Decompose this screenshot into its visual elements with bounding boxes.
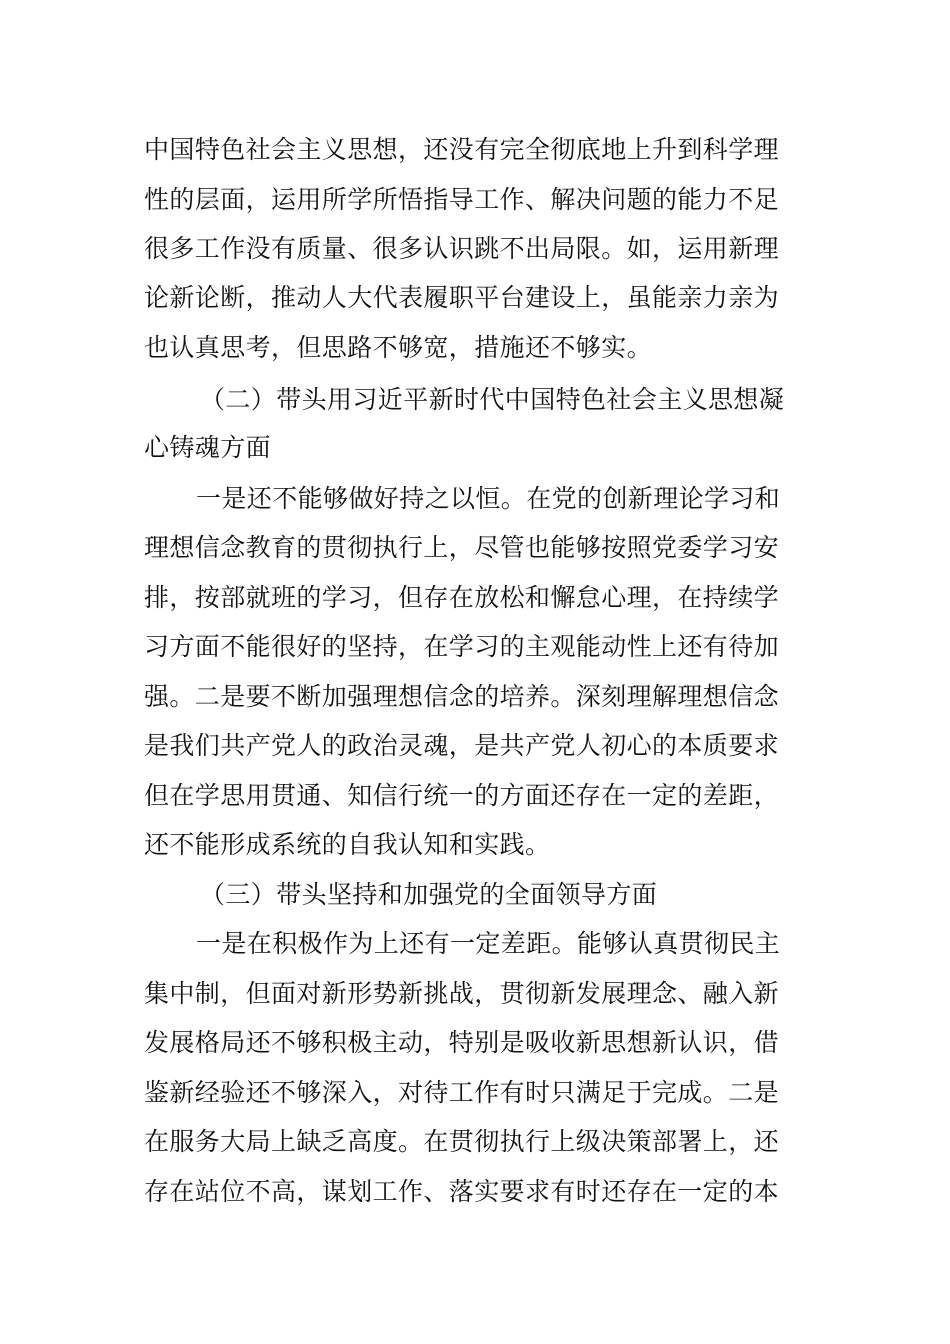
text-line: 习方面不能很好的坚持，在学习的主观能动性上还有待加 [144, 632, 780, 661]
text-line: 是我们共产党人的政治灵魂，是共产党人初心的本质要求 [144, 731, 780, 760]
section-heading: （三）带头坚持和加强党的全面领导方面 [200, 880, 658, 909]
text-line: 排，按部就班的学习，但存在放松和懈怠心理，在持续学 [144, 583, 780, 612]
text-line: 发展格局还不够积极主动，特别是吸收新思想新认识，借 [144, 1028, 780, 1057]
text-line: 理想信念教育的贯彻执行上，尽管也能够按照党委学习安 [144, 533, 780, 562]
text-line: 但在学思用贯通、知信行统一的方面还存在一定的差距， [144, 781, 780, 810]
text-line: 鉴新经验还不够深入，对待工作有时只满足于完成。二是 [144, 1078, 780, 1107]
text-line: 强。二是要不断加强理想信念的培养。深刻理解理想信念 [144, 682, 780, 711]
text-line: 很多工作没有质量、很多认识跳不出局限。如，运用新理 [144, 234, 780, 263]
text-line: 在服务大局上缺乏高度。在贯彻执行上级决策部署上，还 [144, 1127, 780, 1156]
section-heading: （二）带头用习近平新时代中国特色社会主义思想凝 [200, 385, 785, 414]
text-line: 集中制，但面对新形势新挑战，贯彻新发展理念、融入新 [144, 979, 780, 1008]
text-line: 中国特色社会主义思想，还没有完全彻底地上升到科学理 [144, 135, 780, 164]
text-line: 一是在积极作为上还有一定差距。能够认真贯彻民主 [196, 929, 781, 958]
text-line: 还不能形成系统的自我认知和实践。 [144, 830, 551, 859]
text-line: 性的层面，运用所学所悟指导工作、解决问题的能力不足 [144, 185, 780, 214]
text-line: 也认真思考，但思路不够宽，措施还不够实。 [144, 333, 653, 362]
section-heading-continued: 心铸魂方面 [144, 433, 272, 462]
text-line: 存在站位不高，谋划工作、落实要求有时还存在一定的本 [144, 1177, 780, 1206]
text-line: 一是还不能够做好持之以恒。在党的创新理论学习和 [196, 484, 781, 513]
text-line: 论新论断，推动人大代表履职平台建设上，虽能亲力亲为 [144, 283, 780, 312]
